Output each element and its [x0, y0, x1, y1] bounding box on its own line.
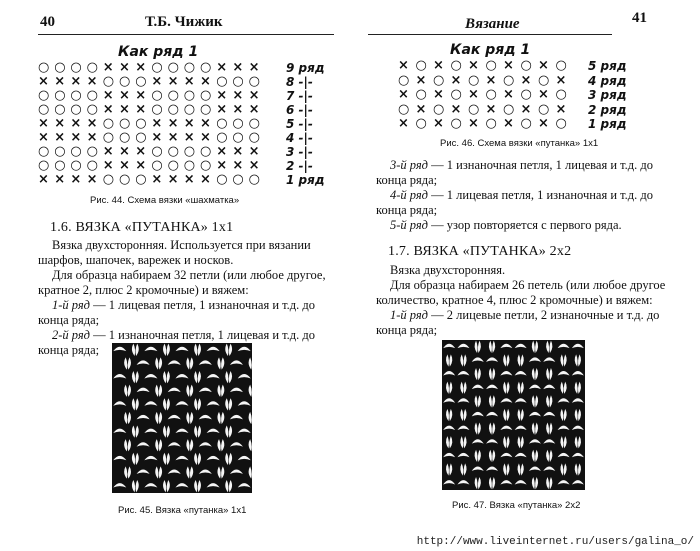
row-1-text: — 1 лицевая петля, 1 изнаночная и т.д. до конца ряда;	[38, 298, 316, 327]
row-3-label: 3-й ряд	[390, 158, 429, 172]
chart44-stitch-purl: ×	[119, 88, 130, 103]
chart44-stitch-knit: ○	[167, 144, 179, 159]
page-number-right: 41	[632, 10, 647, 26]
chart44-stitch-knit: ○	[135, 172, 147, 187]
chart44-stitch-purl: ×	[167, 74, 179, 89]
chart44-stitch-knit: ○	[248, 116, 260, 131]
figure-47-caption: Рис. 47. Вязка «путанка» 2х2	[452, 500, 581, 511]
row-1-instruction	[38, 298, 338, 328]
chart46-stitch-knit: ○	[485, 116, 497, 131]
chart46-stitch-purl: ×	[398, 58, 409, 73]
chart44-stitch-purl: ×	[216, 102, 228, 117]
chart44-stitch-purl: ×	[86, 116, 98, 131]
chart44-stitch-purl: ×	[167, 130, 179, 145]
chart44-stitch-knit: ○	[151, 88, 163, 103]
chart46-stitch-knit: ○	[485, 87, 497, 102]
chart46-stitch-knit: ○	[415, 58, 427, 73]
section-1-6-title: 1.6. ВЯЗКА «ПУТАНКА» 1х1	[50, 220, 234, 235]
chart44-stitch-purl: ×	[119, 144, 130, 159]
chart46-stitch-knit: ○	[398, 72, 410, 88]
chart44-stitch-knit: ○	[70, 60, 82, 75]
rows-3-5-text	[376, 158, 676, 233]
chart44-stitch-purl: ×	[54, 74, 66, 89]
chart46-stitch-purl: ×	[415, 101, 427, 117]
chart44-stitch-purl: ×	[151, 172, 163, 187]
chart44-stitch-knit: ○	[38, 144, 50, 159]
chart44-header: Как ряд 1	[118, 44, 199, 60]
chart46-stitch-purl: ×	[538, 116, 549, 131]
chart44-stitch-knit: ○	[135, 116, 147, 131]
chart44-stitch-knit: ○	[167, 88, 179, 103]
chart44-stitch-purl: ×	[119, 158, 130, 173]
chart44-stitch-knit: ○	[200, 102, 212, 117]
chart44-row-label: 2 -|-	[286, 159, 313, 173]
chart44-row-label: 7 -|-	[286, 89, 313, 103]
chart46-stitch-knit: ○	[538, 101, 550, 117]
chart44-stitch-purl: ×	[151, 130, 163, 145]
chart44-stitch-purl: ×	[248, 144, 260, 159]
chart-44-shakhmatka	[38, 60, 338, 188]
chart44-stitch-knit: ○	[200, 88, 212, 103]
running-head: Вязание	[465, 16, 520, 32]
row-4-text: — 1 лицевая петля, 1 изнаночная и т.д. до конца ряда;	[376, 188, 654, 217]
figure-46-caption: Рис. 46. Схема вязки «путанка» 1х1	[440, 138, 599, 149]
chart44-stitch-knit: ○	[135, 74, 147, 89]
chart44-stitch-purl: ×	[119, 102, 130, 117]
chart44-stitch-purl: ×	[183, 130, 195, 145]
chart46-row-label: 3 ряд	[588, 88, 627, 102]
chart44-stitch-purl: ×	[232, 144, 244, 159]
chart46-stitch-purl: ×	[538, 87, 549, 102]
chart44-stitch-knit: ○	[70, 144, 82, 159]
chart44-stitch-knit: ○	[232, 130, 244, 145]
chart44-stitch-purl: ×	[151, 74, 163, 89]
row-3-text: — 1 изнаночная петля, 1 лицевая и т.д. до конца ряда;	[376, 158, 654, 187]
chart44-stitch-purl: ×	[102, 144, 114, 159]
chart44-stitch-purl: ×	[216, 158, 228, 173]
chart-46-putanka	[398, 58, 658, 130]
chart46-stitch-knit: ○	[450, 58, 462, 73]
chart44-stitch-knit: ○	[183, 102, 196, 117]
chart44-stitch-purl: ×	[54, 172, 66, 187]
chart44-stitch-knit: ○	[119, 172, 131, 187]
row-2-text: — 1 изнаночная петля, 1 лицевая и т.д. до конца ряда;	[38, 328, 316, 357]
chart44-stitch-purl: ×	[183, 116, 195, 131]
header-rule-left	[38, 34, 334, 35]
chart46-row-label: 4 ряд	[588, 73, 627, 88]
chart46-stitch-knit: ○	[520, 87, 532, 102]
chart44-stitch-purl: ×	[70, 130, 82, 145]
paragraph-1: Вязка двухсторонняя. Используется при вязании шарфов, шапочек, варежек и носков.	[38, 238, 311, 267]
chart46-stitch-knit: ○	[450, 116, 462, 131]
source-url: http://www.liveinternet.ru/users/galina_o/	[416, 536, 694, 548]
chart46-stitch-purl: ×	[450, 72, 462, 88]
chart44-stitch-purl: ×	[248, 102, 260, 117]
chart44-stitch-purl: ×	[54, 116, 66, 131]
chart44-row-label: 8 -|-	[286, 75, 313, 89]
chart44-stitch-purl: ×	[183, 172, 195, 187]
chart44-stitch-knit: ○	[200, 60, 212, 75]
chart44-stitch-purl: ×	[38, 130, 49, 145]
chart44-stitch-purl: ×	[102, 158, 114, 173]
chart44-stitch-knit: ○	[232, 172, 244, 187]
chart44-stitch-knit: ○	[38, 60, 50, 75]
chart44-stitch-purl: ×	[248, 60, 260, 75]
chart44-stitch-knit: ○	[183, 88, 196, 103]
chart44-stitch-knit: ○	[167, 60, 179, 75]
chart44-stitch-purl: ×	[135, 88, 147, 103]
row-5-instruction	[376, 218, 676, 233]
chart44-stitch-purl: ×	[200, 130, 211, 145]
chart44-stitch-purl: ×	[216, 144, 228, 159]
row-4-label: 4-й ряд	[390, 188, 429, 202]
chart44-stitch-knit: ○	[86, 158, 98, 173]
chart46-stitch-knit: ○	[485, 58, 497, 73]
figure-47-knit-photo	[442, 340, 585, 490]
row-5-text: — узор повторяется с первого ряда.	[428, 218, 622, 232]
row-5-label: 5-й ряд	[390, 218, 429, 232]
chart46-stitch-knit: ○	[415, 116, 427, 131]
chart44-stitch-knit: ○	[151, 158, 163, 173]
chart46-row-label: 5 ряд	[588, 59, 627, 73]
chart44-stitch-purl: ×	[86, 130, 98, 145]
chart44-stitch-purl: ×	[151, 116, 163, 131]
chart44-stitch-purl: ×	[102, 88, 114, 103]
chart46-stitch-purl: ×	[433, 116, 444, 131]
chart44-stitch-knit: ○	[216, 172, 228, 187]
chart44-stitch-purl: ×	[70, 116, 82, 131]
chart44-stitch-knit: ○	[232, 74, 244, 89]
swatch-background	[112, 343, 252, 493]
paragraph-2: Для образца набираем 32 петли (или любое другое, кратное 2, плюс 2 кромочные) и вяжем:	[38, 268, 326, 297]
figure-45-knit-photo	[112, 343, 252, 493]
chart44-stitch-knit: ○	[216, 116, 228, 131]
chart44-stitch-purl: ×	[200, 74, 211, 89]
row-1-label: 1-й ряд	[52, 298, 91, 312]
chart44-stitch-purl: ×	[102, 102, 114, 117]
chart44-stitch-purl: ×	[232, 60, 244, 75]
row-1-2x2-text: — 2 лицевые петли, 2 изнаночные и т.д. до конца ряда;	[376, 308, 660, 337]
chart44-stitch-purl: ×	[135, 102, 147, 117]
chart46-stitch-knit: ○	[503, 101, 515, 117]
chart46-stitch-purl: ×	[468, 116, 479, 131]
chart46-stitch-purl: ×	[520, 72, 532, 88]
chart44-stitch-knit: ○	[54, 88, 66, 103]
chart46-stitch-purl: ×	[555, 101, 567, 117]
right-page	[350, 0, 700, 551]
paragraph-1-7-2: Для образца набираем 26 петель (или любое другое количество, кратное 4, плюс 2 кромочные) и вяжем:	[376, 278, 666, 307]
chart44-stitch-knit: ○	[70, 88, 82, 103]
chart46-stitch-knit: ○	[468, 101, 480, 117]
chart44-stitch-purl: ×	[248, 88, 260, 103]
chart44-stitch-purl: ×	[102, 60, 114, 75]
chart46-stitch-knit: ○	[555, 58, 567, 73]
swatch-background	[442, 340, 585, 490]
chart44-stitch-purl: ×	[167, 172, 179, 187]
chart44-stitch-purl: ×	[54, 130, 66, 145]
chart44-stitch-purl: ×	[38, 74, 49, 89]
chart44-row-label: 6 -|-	[286, 103, 313, 117]
chart46-stitch-purl: ×	[538, 58, 549, 73]
chart44-stitch-knit: ○	[86, 144, 98, 159]
chart46-stitch-knit: ○	[450, 87, 462, 102]
chart44-stitch-knit: ○	[102, 116, 115, 131]
chart44-stitch-purl: ×	[70, 172, 82, 187]
chart44-stitch-knit: ○	[102, 74, 115, 89]
chart46-stitch-purl: ×	[398, 116, 409, 131]
chart44-stitch-purl: ×	[232, 88, 244, 103]
chart46-stitch-purl: ×	[485, 72, 497, 88]
chart44-stitch-knit: ○	[86, 102, 98, 117]
chart44-stitch-knit: ○	[183, 158, 196, 173]
chart44-stitch-knit: ○	[183, 144, 196, 159]
chart46-stitch-knit: ○	[398, 101, 410, 117]
chart44-stitch-knit: ○	[119, 130, 131, 145]
chart44-stitch-purl: ×	[70, 74, 82, 89]
chart44-stitch-purl: ×	[86, 172, 98, 187]
chart46-stitch-knit: ○	[520, 58, 532, 73]
row-2-label: 2-й ряд	[52, 328, 91, 342]
chart44-stitch-knit: ○	[38, 102, 50, 117]
chart46-stitch-purl: ×	[503, 116, 514, 131]
chart44-stitch-knit: ○	[119, 116, 131, 131]
chart46-stitch-purl: ×	[520, 101, 532, 117]
chart44-stitch-knit: ○	[86, 60, 98, 75]
section-1-7-title: 1.7. ВЯЗКА «ПУТАНКА» 2х2	[388, 244, 572, 259]
chart44-stitch-knit: ○	[216, 74, 228, 89]
row-1-2x2-label: 1-й ряд	[390, 308, 429, 322]
chart46-stitch-purl: ×	[555, 72, 567, 88]
chart46-row-label: 1 ряд	[588, 117, 627, 131]
chart46-stitch-knit: ○	[468, 72, 480, 88]
chart44-stitch-knit: ○	[248, 74, 260, 89]
chart46-stitch-purl: ×	[433, 87, 444, 102]
chart46-stitch-purl: ×	[433, 58, 444, 73]
chart44-row-label: 9 ряд	[286, 61, 325, 75]
chart44-stitch-purl: ×	[232, 102, 244, 117]
chart46-stitch-purl: ×	[415, 72, 427, 88]
chart46-stitch-knit: ○	[433, 72, 445, 88]
chart44-stitch-knit: ○	[167, 102, 179, 117]
chart44-stitch-knit: ○	[54, 60, 66, 75]
chart46-row-label: 2 ряд	[588, 102, 627, 117]
chart44-stitch-knit: ○	[70, 102, 82, 117]
chart44-stitch-knit: ○	[200, 144, 212, 159]
chart44-stitch-knit: ○	[38, 158, 50, 173]
chart44-stitch-knit: ○	[70, 158, 82, 173]
section-1-7-text	[376, 263, 676, 338]
chart44-row-label: 4 -|-	[286, 131, 313, 145]
chart46-stitch-knit: ○	[555, 87, 567, 102]
chart44-stitch-purl: ×	[38, 116, 49, 131]
chart44-stitch-knit: ○	[54, 144, 66, 159]
chart46-stitch-purl: ×	[485, 101, 497, 117]
chart44-stitch-purl: ×	[135, 60, 147, 75]
chart44-stitch-purl: ×	[135, 144, 147, 159]
chart44-row-label: 1 ряд	[286, 173, 325, 187]
chart46-stitch-knit: ○	[415, 87, 427, 102]
chart44-stitch-knit: ○	[86, 88, 98, 103]
chart44-stitch-knit: ○	[151, 102, 163, 117]
chart44-stitch-knit: ○	[54, 158, 66, 173]
chart44-stitch-knit: ○	[102, 130, 115, 145]
chart44-stitch-knit: ○	[167, 158, 179, 173]
chart44-stitch-purl: ×	[38, 172, 49, 187]
chart44-stitch-knit: ○	[102, 172, 115, 187]
header-rule-right	[368, 34, 612, 35]
chart44-stitch-purl: ×	[232, 158, 244, 173]
chart44-stitch-knit: ○	[232, 116, 244, 131]
chart46-stitch-purl: ×	[468, 87, 479, 102]
chart46-stitch-purl: ×	[503, 58, 514, 73]
chart44-stitch-purl: ×	[200, 116, 211, 131]
chart46-header: Как ряд 1	[450, 42, 531, 58]
chart44-stitch-purl: ×	[200, 172, 211, 187]
row-4-instruction	[376, 188, 676, 218]
section-1-6-text	[38, 238, 338, 358]
chart44-stitch-purl: ×	[135, 158, 147, 173]
figure-45-caption: Рис. 45. Вязка «путанка» 1х1	[118, 505, 247, 516]
figure-44-caption: Рис. 44. Схема вязки «шахматка»	[90, 195, 240, 206]
chart46-stitch-knit: ○	[433, 101, 445, 117]
chart44-stitch-purl: ×	[216, 60, 228, 75]
chart46-stitch-purl: ×	[503, 87, 514, 102]
chart44-stitch-knit: ○	[183, 60, 196, 75]
author-name: Т.Б. Чижик	[145, 14, 223, 30]
chart46-stitch-purl: ×	[450, 101, 462, 117]
chart46-stitch-knit: ○	[520, 116, 532, 131]
chart44-stitch-knit: ○	[248, 130, 260, 145]
chart46-stitch-purl: ×	[398, 87, 409, 102]
chart44-stitch-knit: ○	[151, 60, 163, 75]
chart44-stitch-knit: ○	[119, 74, 131, 89]
chart44-stitch-knit: ○	[248, 172, 260, 187]
paragraph-1-7-1: Вязка двухсторонняя.	[390, 263, 506, 277]
chart44-row-label: 3 -|-	[286, 145, 313, 159]
chart44-stitch-knit: ○	[200, 158, 212, 173]
chart44-stitch-purl: ×	[167, 116, 179, 131]
chart44-stitch-knit: ○	[54, 102, 66, 117]
chart44-stitch-knit: ○	[135, 130, 147, 145]
row-1-2x2-instruction	[376, 308, 676, 338]
page-number-left: 40	[40, 14, 55, 30]
chart46-stitch-knit: ○	[503, 72, 515, 88]
chart46-stitch-purl: ×	[468, 58, 479, 73]
row-3-instruction	[376, 158, 676, 188]
chart44-stitch-purl: ×	[119, 60, 130, 75]
chart44-stitch-purl: ×	[86, 74, 98, 89]
chart46-stitch-knit: ○	[538, 72, 550, 88]
chart44-stitch-purl: ×	[248, 158, 260, 173]
chart44-stitch-purl: ×	[216, 88, 228, 103]
chart44-stitch-knit: ○	[216, 130, 228, 145]
chart44-row-label: 5 -|-	[286, 117, 313, 131]
chart46-stitch-knit: ○	[555, 116, 567, 131]
chart44-stitch-knit: ○	[38, 88, 50, 103]
chart44-stitch-purl: ×	[183, 74, 195, 89]
chart44-stitch-knit: ○	[151, 144, 163, 159]
